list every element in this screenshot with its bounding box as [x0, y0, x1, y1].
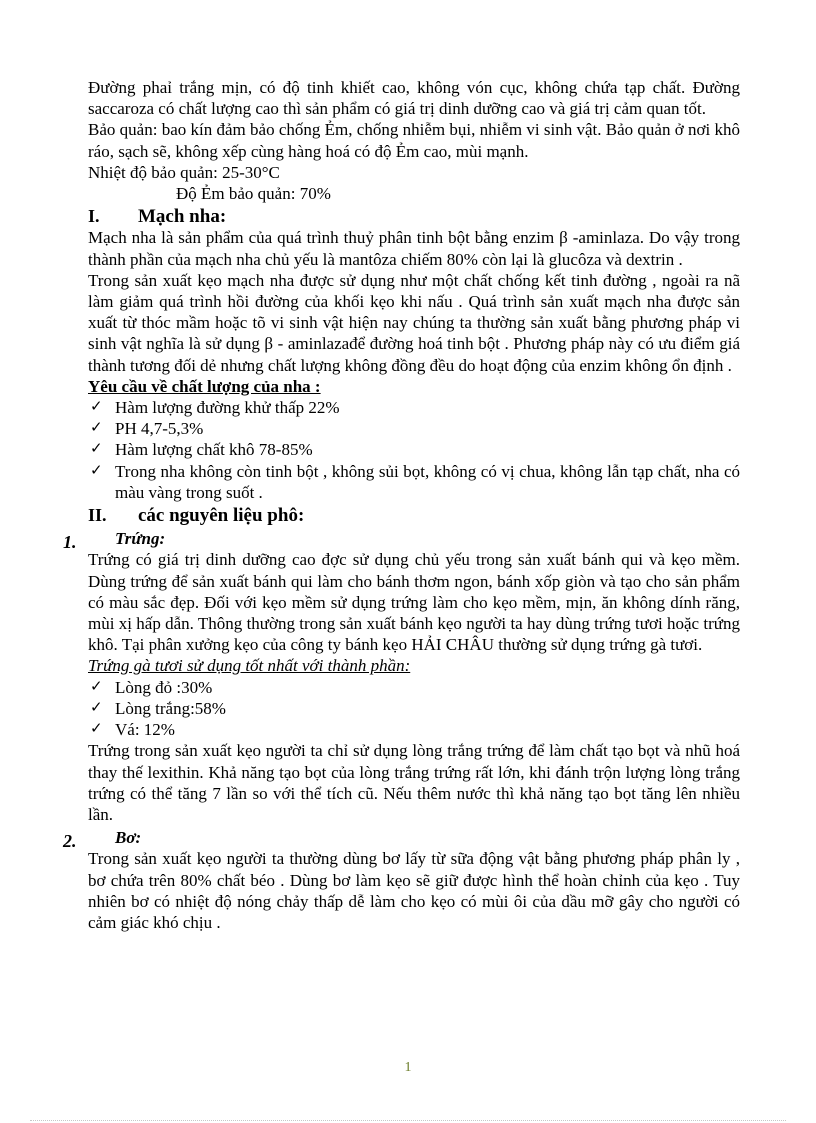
check-icon: ✓ — [90, 699, 103, 716]
footer-divider — [30, 1120, 786, 1121]
storage-temperature: Nhiệt độ bảo quản: 25-30°C — [88, 162, 280, 182]
document-page — [63, 77, 740, 933]
check-icon: ✓ — [90, 441, 103, 458]
list-item: ✓ Trong nha không còn tinh bột , không sủi bọt, không có vị chua, không lẫn tạp chất, nha có màu vàng trong suốt . — [90, 461, 740, 502]
section-1-number: I. — [88, 206, 100, 227]
check-icon: ✓ — [90, 721, 103, 738]
eggs-paragraph-1: Trứng có giá trị dinh dưỡng cao đợc sử dụng chủ yếu trong sản xuất bánh qui và kẹo mềm. Dùng trứng để sản xuất bánh qui làm cho bánh thơm ngon, bánh xốp giòn và tạo cho sản phẩm có màu sắc đẹp. Đối với kẹo mềm sử dụng trứng làm cho kẹo mềm, mịn, ăn không dính răng, mùi xị hấp dẫn. Thông thường trong sản xuất bánh kẹo người ta hay dùng trứng tươi hoặc trứng khô. Tại phân xưởng kẹo của công ty bánh kẹo HẢI CHÂU thường sử dụng trứng gà tươi. — [88, 550, 740, 655]
subsection-eggs-heading — [63, 528, 740, 553]
butter-paragraph-1: Trong sản xuất kẹo người ta thường dùng bơ lấy từ sữa động vật bằng phương pháp phân ly , bơ chứa trên 80% chất béo . Dùng bơ làm kẹo sẽ giữ được hình thể hoàn chỉnh của kẹo . Tuy nhiên bơ có nhiệt độ nóng chảy thấp dễ làm cho kẹo có mùi ôi của dầu mỡ gây cho người có cảm giác khó chịu . — [88, 849, 740, 932]
section-2-title: các nguyên liệu phô: — [138, 505, 305, 527]
section-2-heading — [88, 505, 740, 526]
list-item: ✓ Vá: 12% — [90, 720, 175, 740]
subsection-butter-title: Bơ: — [115, 828, 142, 848]
check-icon: ✓ — [90, 420, 103, 437]
section-2-number: II. — [88, 505, 107, 526]
subsection-butter-number: 2. — [63, 831, 77, 852]
check-icon: ✓ — [90, 399, 103, 416]
quality-requirements-list — [88, 397, 740, 503]
storage-humidity: Độ Ẻm bảo quản: 70% — [176, 184, 331, 204]
list-item: ✓ Hàm lượng đường khử thấp 22% — [90, 398, 340, 418]
subsection-eggs-title: Trứng: — [115, 529, 166, 549]
check-icon: ✓ — [90, 678, 103, 695]
intro-paragraph-1: Đường phaỉ trắng mịn, có độ tinh khiết cao, không vón cục, không chứa tạp chất. Đường saccaroza có chất lượng cao thì sản phẩm có giá trị dinh dưỡng cao và giá trị cảm quan tốt. — [88, 78, 740, 119]
quality-requirements-title: Yêu cầu về chất lượng của nha : — [88, 376, 321, 396]
list-item: ✓ Lòng trắng:58% — [90, 698, 226, 718]
list-item: ✓ PH 4,7-5,3% — [90, 419, 204, 439]
subsection-eggs-number: 1. — [63, 532, 77, 553]
section-1-paragraph-2: Trong sản xuất kẹo mạch nha được sử dụng như một chất chống kết tinh đường , ngoài ra nã làm giảm quá trình hồi đường của khối kẹo khi nấu . Quá trình sản xuất mạch nha được sản xuất từ thóc mầm hoặc tõ vi sinh vật hiện nay chúng ta thường sản xuất bằng phương pháp vi sinh vật nghĩa là sử dụng β - aminlazađể đường hoá tinh bột . Phương pháp này có ưu điểm giá thành tương đối dẻ nhưng chất lượng không đồng đều do hoạt động của enzim không ổn định . — [88, 270, 740, 375]
section-1-heading — [88, 206, 740, 227]
list-item: ✓ Lòng đỏ :30% — [90, 677, 213, 697]
page-number: 1 — [404, 1060, 412, 1075]
subsection-butter-heading — [63, 827, 740, 852]
check-icon: ✓ — [90, 462, 103, 479]
eggs-paragraph-2: Trứng trong sản xuất kẹo người ta chỉ sử dụng lòng trắng trứng để làm chất tạo bọt và nhũ hoá thay thế lexithin. Khả năng tạo bọt của lòng trắng trứng rất lớn, khi đánh trộn lượng lòng trắng trứng có thể tăng 7 lần so với thể tích cũ. Nếu thêm nước thì khả năng tạo bọt tăng lên nhiều lần. — [88, 741, 740, 824]
list-item: ✓ Hàm lượng chất khô 78-85% — [90, 440, 313, 460]
eggs-composition-note: Trứng gà tươi sử dụng tốt nhất với thành phần: — [88, 656, 411, 676]
section-1-title: Mạch nha: — [138, 206, 227, 228]
section-1-paragraph-1: Mạch nha là sản phẩm của quá trình thuỷ phân tinh bột bằng enzim β -aminlaza. Do vậy trong thành phần của mạch nha chủ yếu là mantôza chiếm 80% còn lại là glucôza và dextrin . — [88, 228, 740, 269]
eggs-composition-list — [88, 677, 740, 741]
intro-paragraph-2: Bảo quản: bao kín đảm bảo chống Ẻm, chống nhiễm bụi, nhiễm vi sinh vật. Bảo quản ở nơi khô ráo, sạch sẽ, không xếp cùng hàng hoá có độ Ẻm cao, mùi mạnh. — [88, 120, 740, 161]
